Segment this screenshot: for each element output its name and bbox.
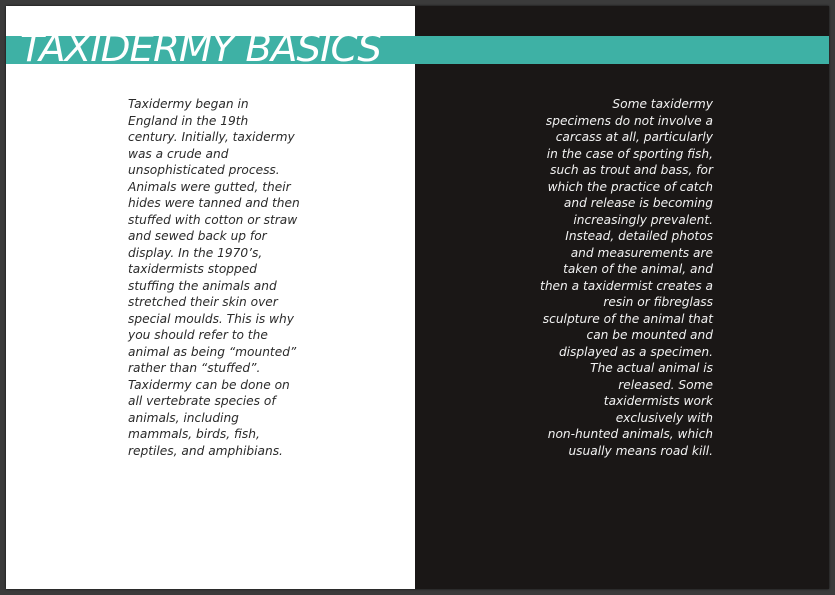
right-page-line: and measurements are xyxy=(570,245,713,260)
right-page-line: increasingly prevalent. xyxy=(573,212,713,227)
right-page-line: usually means road kill. xyxy=(568,443,713,458)
right-page-line: exclusively with xyxy=(615,410,713,425)
left-page-line: was a crude and xyxy=(128,146,229,161)
right-page-line: carcass at all, particularly xyxy=(555,130,713,144)
right-page-line: sculpture of the animal that xyxy=(542,311,713,326)
left-page xyxy=(6,6,415,589)
page-title: TAXIDERMY BASICS xyxy=(20,27,381,70)
left-page-line: animal as being “mounted” xyxy=(128,344,297,359)
right-page-line: taken of the animal, and xyxy=(563,262,713,276)
right-page-line: Some taxidermy xyxy=(612,97,713,111)
right-page xyxy=(415,6,829,589)
left-page-line: stuffing the animals and xyxy=(128,278,277,293)
left-page-line: and sewed back up for xyxy=(128,229,267,243)
right-page-line: resin or fibreglass xyxy=(603,295,713,309)
left-page-line: England in the 19th xyxy=(128,113,249,128)
left-page-line: reptiles, and amphibians. xyxy=(128,443,283,458)
right-page-line: released. Some xyxy=(618,377,713,392)
left-page-line: hides were tanned and then xyxy=(128,196,300,210)
right-page-line: The actual animal is xyxy=(590,361,713,375)
right-page-line: in the case of sporting fish, xyxy=(546,146,713,161)
left-page-line: animals, including xyxy=(128,410,239,425)
right-page-line: can be mounted and xyxy=(586,328,713,342)
left-page-line: century. Initially, taxidermy xyxy=(128,130,295,144)
left-page-line: you should refer to the xyxy=(128,328,268,342)
left-page-line: unsophisticated process. xyxy=(128,163,280,177)
left-body-text xyxy=(128,96,300,459)
magazine-spread xyxy=(6,6,829,589)
right-page-line: non-hunted animals, which xyxy=(547,427,713,441)
right-page-line: then a taxidermist creates a xyxy=(540,278,713,293)
right-page-line: displayed as a specimen. xyxy=(558,344,713,359)
left-page-line: all vertebrate species of xyxy=(128,394,276,408)
left-page-line: display. In the 1970’s, xyxy=(128,245,263,260)
left-page-line: stretched their skin over xyxy=(128,295,278,309)
left-page-line: special moulds. This is why xyxy=(128,311,294,326)
right-page-line: taxidermists work xyxy=(603,394,713,408)
left-page-line: stuffed with cotton or straw xyxy=(128,212,298,227)
right-page-line: specimens do not involve a xyxy=(545,113,713,128)
right-page-line: such as trout and bass, for xyxy=(550,163,713,177)
right-page-line: and release is becoming xyxy=(563,196,713,210)
left-page-line: Animals were gutted, their xyxy=(128,179,291,194)
left-page-line: taxidermists stopped xyxy=(128,262,257,276)
left-page-line: mammals, birds, fish, xyxy=(128,427,260,441)
left-page-line: rather than “stuffed”. xyxy=(128,361,261,375)
right-page-line: which the practice of catch xyxy=(547,179,713,194)
left-page-line: Taxidermy began in xyxy=(128,97,249,111)
right-page-line: Instead, detailed photos xyxy=(565,229,713,243)
left-page-line: Taxidermy can be done on xyxy=(128,377,290,392)
right-body-text xyxy=(537,96,713,459)
